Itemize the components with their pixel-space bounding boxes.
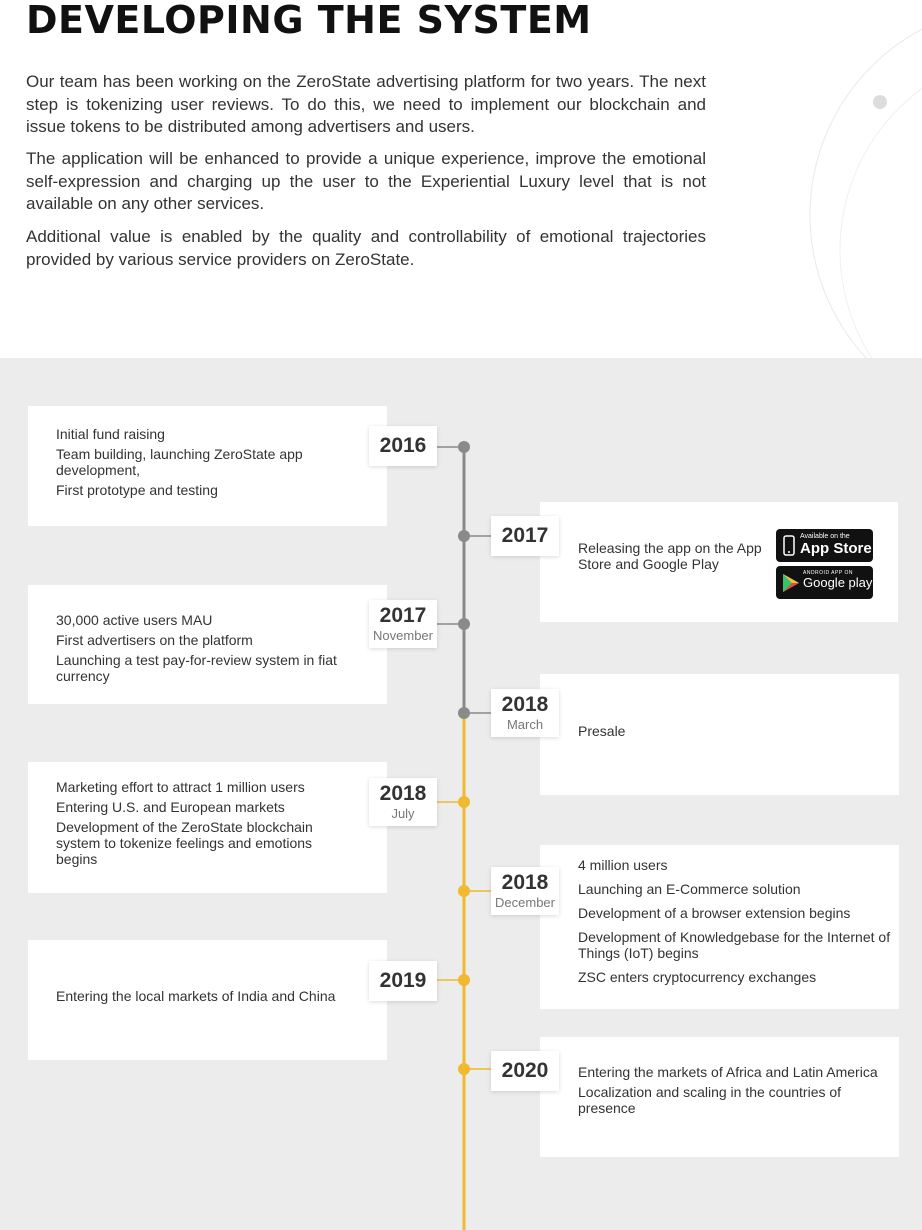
badge-month: March: [506, 717, 544, 732]
milestone-item: Localization and scaling in the countries of presence: [578, 1084, 842, 1116]
badge-month: December: [495, 895, 555, 910]
year-badge-2020: [491, 1051, 559, 1091]
google-play-label: Google play: [803, 575, 873, 590]
milestone-item: Presale: [578, 723, 626, 739]
year-badge-2018-december: [491, 867, 559, 915]
app-store-label: App Store: [800, 540, 872, 557]
milestone-item: Entering the markets of Africa and Latin America: [578, 1064, 878, 1080]
milestone-card-2019: [28, 940, 387, 1060]
milestone-item: Releasing the app on the App Store and Google Play: [578, 540, 762, 572]
badge-year: 2020: [501, 1059, 549, 1082]
badge-year: 2017: [379, 604, 427, 627]
badge-month: July: [391, 806, 415, 821]
milestone-item: Launching a test pay-for-review system in fiat currency: [56, 652, 337, 684]
badge-year: 2018: [501, 871, 549, 894]
badge-year: 2018: [501, 693, 549, 716]
milestone-item: Development of a browser extension begins: [578, 905, 851, 921]
milestone-item: Development of the ZeroState blockchain system to tokenize feelings and emotions begins: [56, 819, 313, 867]
milestone-item: 4 million users: [578, 857, 668, 873]
milestone-card-2016: [28, 406, 387, 526]
year-badge-2018-march: [491, 689, 559, 737]
google-play-caption: ANDROID APP ON: [803, 570, 853, 576]
milestone-card-2018-march: [540, 674, 899, 795]
milestone-item: Development of Knowledgebase for the Internet of Things (IoT) begins: [578, 929, 891, 961]
milestone-item: ZSC enters cryptocurrency exchanges: [578, 969, 817, 985]
milestone-card-2020: [540, 1037, 899, 1157]
badge-month: November: [373, 628, 433, 643]
milestone-card-2018-july: [28, 762, 387, 893]
roadmap-section: [0, 358, 922, 1230]
milestone-item: Marketing effort to attract 1 million users: [56, 779, 305, 795]
badge-year: 2016: [379, 434, 427, 457]
google-play-icon: [782, 573, 800, 593]
app-store-caption: Available on the: [800, 533, 850, 540]
badge-year: 2019: [379, 969, 427, 992]
milestone-item: 30,000 active users MAU: [56, 612, 213, 628]
google-play-badge[interactable]: [776, 566, 873, 599]
intro-paragraph-1: Our team has been working on the ZeroState advertising platform for two years. The next step is tokenizing user reviews. To do this, we need to implement our blockchain and issue tokens to be distributed among advertisers and users.: [26, 72, 706, 136]
milestone-item: First prototype and testing: [56, 482, 218, 498]
badge-year: 2018: [379, 782, 427, 805]
intro-paragraph-2: The application will be enhanced to provide a unique experience, improve the emotional self-expression and charging up the user to the Experiential Luxury level that is not available on any other services.: [26, 149, 706, 213]
page-title: DEVELOPING THE SYSTEM: [26, 0, 592, 42]
intro-paragraph-3: Additional value is enabled by the quality and controllability of emotional trajectories provided by various service providers on ZeroState.: [26, 227, 706, 269]
milestone-item: Entering the local markets of India and China: [56, 988, 336, 1004]
year-badge-2018-july: [369, 778, 437, 826]
milestone-item: Team building, launching ZeroState app development,: [56, 446, 303, 478]
decorative-dot: [873, 95, 887, 109]
year-badge-2017: [491, 516, 559, 556]
year-badge-2019: [369, 961, 437, 1001]
year-badge-2016: [369, 426, 437, 466]
milestone-item: Entering U.S. and European markets: [56, 799, 285, 815]
badge-year: 2017: [501, 524, 549, 547]
year-badge-2017-november: [369, 600, 437, 648]
intro-section: [0, 0, 922, 358]
milestone-item: Initial fund raising: [56, 426, 165, 442]
milestone-card-2017-november: [28, 585, 387, 704]
milestone-item: First advertisers on the platform: [56, 632, 253, 648]
milestone-card-2017: [540, 502, 898, 622]
milestone-card-2018-december: [540, 845, 899, 1009]
app-store-badge[interactable]: [776, 529, 873, 562]
smartphone-icon: [783, 535, 795, 556]
milestone-item: Launching an E-Commerce solution: [578, 881, 801, 897]
